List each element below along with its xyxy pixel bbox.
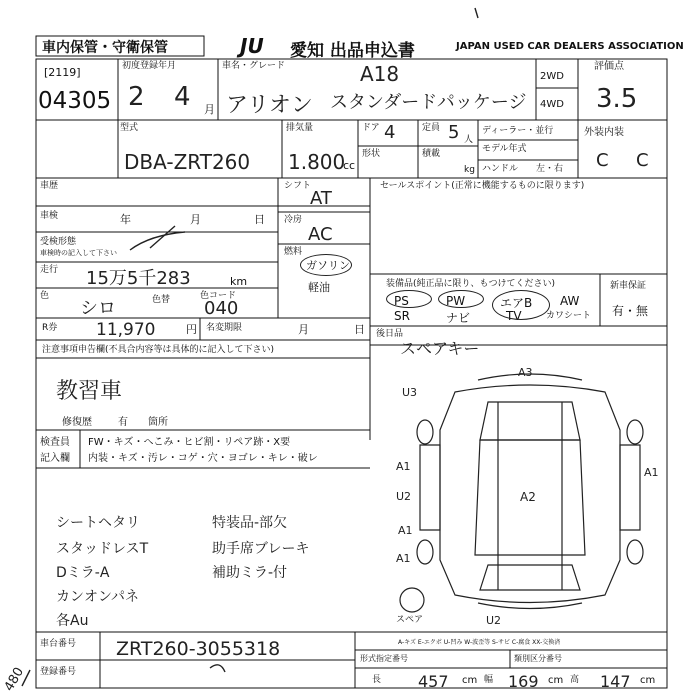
equip-sr: SR [394, 309, 410, 323]
chassis-label: 車台番号 [40, 639, 77, 649]
height-value: 147 [600, 672, 631, 691]
note-left-1: シートヘタリ [56, 515, 140, 531]
capacity-unit: 人 [464, 135, 474, 145]
note-right-2: 助手席ブレーキ [212, 541, 310, 557]
repair-place: 箇所 [148, 417, 168, 428]
handle-label: ハンドル [482, 164, 519, 174]
mileage-value: 15万5千283 [86, 268, 191, 289]
model-year-label: モデル年式 [482, 144, 527, 154]
score-label: 評価点 [594, 61, 624, 72]
spare-label: スペア [396, 615, 424, 625]
color-code-value: 040 [204, 298, 239, 319]
first-reg-month-label: 月 [204, 103, 215, 116]
recycle-label: R券 [42, 323, 58, 333]
diagram-label-top: A3 [518, 366, 533, 379]
shift-value: AT [310, 188, 332, 209]
displacement-label: 排気量 [286, 123, 314, 133]
first-reg-month: 4 [174, 82, 191, 112]
diagram-label-front-left: U3 [402, 386, 418, 399]
ju-logo: JU [240, 34, 264, 58]
ac-label: 冷房 [284, 215, 303, 225]
chassis-value: ZRT260-3055318 [116, 638, 281, 660]
inspector-label-2: 記入欄 [40, 453, 70, 464]
equip-navi: ナビ [446, 311, 471, 325]
post-equip-label: 後日品 [376, 329, 404, 339]
height-label: 高 [570, 675, 580, 685]
history-label: 車歴 [40, 181, 59, 191]
equip-ps: PS [394, 294, 409, 308]
length-value: 457 [418, 672, 449, 691]
score-value: 3.5 [596, 84, 638, 114]
diagram-label-left-1: A1 [396, 460, 411, 473]
ac-value: AC [308, 224, 333, 245]
diagram-label-right: A1 [644, 466, 659, 479]
circle-ps [386, 290, 432, 308]
note-right-1: 特装品-部欠 [212, 515, 288, 531]
sales-point-label: セールスポイント(正常に機能するものに限ります) [380, 181, 585, 191]
post-equip-entry: スペアキー [400, 339, 480, 358]
transfer-label: 名変期限 [206, 323, 243, 333]
note-right-3: 補助ミラ-付 [212, 565, 288, 581]
repair-label: 修復歴 [62, 417, 92, 428]
diagram-label-rear: U2 [486, 614, 502, 627]
lot-code: [2119] [44, 66, 81, 79]
shaken-year: 年 [120, 213, 131, 226]
grade-code: A18 [360, 62, 400, 86]
inspector-int-line: 内装・キズ・汚レ・コゲ・穴・ヨゴレ・キレ・破レ [88, 453, 318, 464]
fuel-alt: 軽油 [308, 281, 330, 294]
new-car-warranty-value: 有・無 [612, 304, 649, 318]
cc-unit: cc [343, 159, 356, 172]
height-unit: cm [640, 675, 656, 686]
width-value: 169 [508, 672, 539, 691]
equip-airbag: エアB [500, 296, 533, 310]
class-number-label: 類別区分番号 [514, 654, 562, 663]
registration-label: 登録番号 [40, 667, 77, 677]
inspector-fw-line: FW・キズ・へこみ・ヒビ割・リペア跡・X要 [88, 437, 291, 448]
repair-value: 有 [118, 417, 128, 428]
diagram-label-left-4: A1 [396, 552, 411, 565]
score-interior: C [636, 150, 649, 171]
diagram-legend: A-キズ E-エクボ U-凹み W-波歪等 S-サビ C-腐食 XX-交換済 [398, 639, 561, 646]
recycle-value: 11,970 [96, 320, 156, 340]
km-unit: km [230, 275, 248, 288]
note-left-5: 各Au [56, 613, 89, 629]
model-number-label: 形式指定番号 [360, 654, 408, 663]
load-label: 積載 [422, 149, 441, 159]
recv-note: 車検時の記入して下さい [40, 249, 117, 257]
note-left-2: スタッドレスT [56, 541, 149, 557]
vehicle-name-label: 車名・グレード [222, 61, 286, 71]
doors-value: 4 [384, 122, 396, 143]
header-left-title: 車内保管・守衛保管 [42, 40, 168, 56]
recycle-unit: 円 [186, 323, 197, 336]
equip-pw: PW [446, 294, 466, 308]
circle-pw [438, 290, 484, 308]
shape-label: 形状 [362, 149, 381, 159]
transfer-month: 月 [298, 323, 309, 336]
vehicle-name: アリオン [226, 93, 313, 118]
fuel-label: 燃料 [284, 247, 303, 257]
drive-4wd: 4WD [540, 99, 564, 110]
shift-label: シフト [284, 181, 312, 191]
drive-2wd: 2WD [540, 71, 564, 82]
org-title: 愛知 出品申込書 [290, 41, 415, 61]
shaken-day: 日 [254, 213, 265, 226]
color-code-label: 色コード [200, 291, 237, 301]
equip-tv: TV [506, 309, 522, 323]
association-name: JAPAN USED CAR DEALERS ASSOCIATION [456, 41, 684, 52]
capacity-value: 5 [448, 122, 460, 143]
shaken-month: 月 [190, 213, 201, 226]
ext-int-label: 外装内装 [584, 127, 624, 138]
notes-entry: 教習車 [56, 379, 123, 404]
model-value: DBA-ZRT260 [124, 150, 251, 174]
recv-label: 受検形態 [40, 237, 77, 247]
length-unit: cm [462, 675, 478, 686]
note-left-3: Dミラ-A [56, 565, 110, 581]
equip-aw: AW [560, 294, 580, 308]
new-car-warranty-label: 新車保証 [610, 281, 647, 291]
circle-airbag [492, 290, 550, 320]
handle-options: 左・右 [536, 164, 564, 174]
corner-note: 480 [1, 664, 28, 695]
equip-leather: カワシート [546, 311, 592, 321]
note-left-4: カンオンパネ [56, 589, 140, 605]
kg-unit: kg [464, 165, 475, 175]
diagram-label-roof: A2 [520, 490, 536, 504]
width-unit: cm [548, 675, 564, 686]
capacity-label: 定員 [422, 123, 441, 133]
first-reg-year: 2 [128, 82, 145, 112]
dealer-label: ディーラー・並行 [482, 126, 554, 136]
vehicle-grade: スタンダードパッケージ [330, 92, 527, 113]
first-reg-label: 初度登録年月 [122, 61, 177, 71]
equipment-label: 装備品(純正品に限り、もつけてください) [386, 279, 556, 289]
color-no-label: 色替 [152, 295, 171, 305]
lot-number: 04305 [38, 88, 112, 114]
width-label: 幅 [484, 675, 494, 685]
mileage-label: 走行 [40, 265, 59, 275]
shaken-label: 車検 [40, 211, 59, 221]
notes-label: 注意事項申告欄(不具合内容等は具体的に記入して下さい) [42, 345, 275, 355]
doors-label: ドア [362, 123, 380, 133]
transfer-day: 日 [354, 323, 365, 336]
inspector-label-1: 検査員 [40, 437, 70, 448]
fuel-value: ガソリン [306, 259, 350, 272]
diagram-label-left-3: A1 [398, 524, 413, 537]
displacement-value: 1.800 [288, 150, 346, 174]
model-label: 型式 [120, 123, 139, 133]
length-label: 長 [372, 675, 382, 685]
color-label: 色 [40, 291, 50, 301]
color-value: シロ [80, 298, 116, 319]
diagram-label-left-2: U2 [396, 490, 412, 503]
score-exterior: C [596, 150, 609, 171]
